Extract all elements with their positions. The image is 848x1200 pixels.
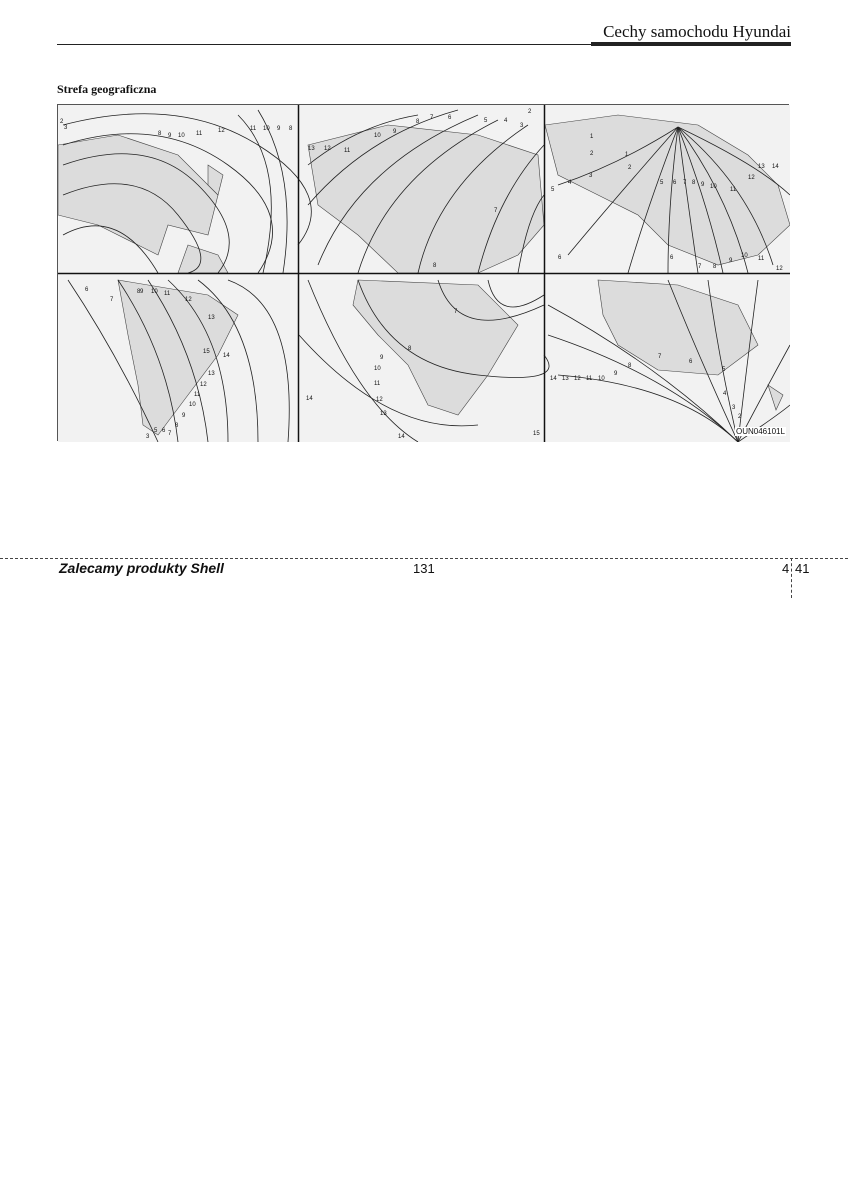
zone-label: 15 (203, 349, 210, 355)
zone-label: 8 (433, 263, 437, 269)
zone-label: 11 (196, 131, 203, 137)
zone-label: 4 (568, 180, 572, 186)
zone-label: 1 (625, 152, 629, 158)
zone-label: 15 (533, 431, 540, 437)
zone-label: 13 (208, 315, 215, 321)
zone-label: 11 (374, 381, 381, 387)
zone-label: 10 (741, 253, 748, 259)
section-title: Strefa geograficzna (57, 82, 157, 96)
zone-label: 7 (683, 180, 687, 186)
zone-label: 11 (194, 392, 201, 398)
zone-label: 12 (376, 397, 383, 403)
zone-label: 6 (162, 428, 166, 434)
zone-label: 7 (454, 309, 458, 315)
zone-label: 11 (250, 126, 257, 132)
zone-label: 14 (550, 376, 557, 382)
footer-dashed-rule (0, 558, 848, 559)
zone-label: 9 (168, 133, 172, 139)
zone-label: 10 (374, 366, 381, 372)
zone-label: 12 (200, 382, 207, 388)
zone-label: 3 (732, 405, 736, 411)
zone-label: 7 (494, 208, 498, 214)
zone-label: 11 (344, 148, 351, 154)
figure-code: OUN046101L (736, 427, 785, 436)
page-header-title: Cechy samochodu Hyundai (603, 22, 791, 41)
zone-label: 14 (398, 434, 405, 440)
zone-label: 6 (448, 115, 452, 121)
footer-number: 131 (413, 561, 435, 576)
zone-label: 7 (698, 264, 702, 270)
header-rule-accent (591, 42, 791, 46)
zone-label: 10 (151, 289, 158, 295)
zone-label: 12 (574, 376, 581, 382)
zone-label: 11 (164, 291, 171, 297)
zone-label: 8 (628, 363, 632, 369)
zone-label: 1 (590, 134, 594, 140)
zone-label: 11 (758, 256, 765, 262)
zone-label: 9 (729, 258, 733, 264)
footer-text: Zalecamy produkty Shell (59, 560, 224, 576)
zone-label: 8 (408, 346, 412, 352)
zone-label: 4 (504, 118, 508, 124)
zone-label: 14 (772, 164, 779, 170)
zone-label: 5 (551, 187, 555, 193)
zone-label: 9 (701, 182, 705, 188)
zone-label: 12 (324, 146, 331, 152)
zone-label: 8 (692, 180, 696, 186)
zone-label: 10 (710, 184, 717, 190)
time-zone-map-grid (58, 105, 790, 442)
zone-label: 4 (723, 391, 727, 397)
zone-label: 11 (730, 187, 737, 193)
zone-label: 7 (658, 354, 662, 360)
zone-label: 13 (562, 376, 569, 382)
zone-label: 11 (586, 376, 593, 382)
zone-label: 2 (738, 414, 742, 420)
zone-label: 8 (175, 423, 179, 429)
zone-label: 8 (289, 126, 293, 132)
zone-label: 3 (64, 125, 68, 131)
zone-label: 3 (520, 123, 524, 129)
footer-vertical-dash (791, 558, 792, 598)
zone-label: 10 (598, 376, 605, 382)
zone-label: 14 (306, 396, 313, 402)
zone-label: 9 (393, 129, 397, 135)
zone-label: 9 (277, 126, 281, 132)
zone-label: 14 (223, 353, 230, 359)
zone-label: 2 (60, 119, 64, 125)
zone-label: 5 (660, 180, 664, 186)
zone-label: 8 (137, 289, 141, 295)
zone-label: 5 (722, 367, 726, 373)
zone-label: 13 (308, 146, 315, 152)
zone-label: 6 (689, 359, 693, 365)
zone-label: 6 (673, 180, 677, 186)
time-zone-map-figure (57, 104, 789, 441)
zone-label: 7 (110, 297, 114, 303)
zone-label: 2 (628, 165, 632, 171)
zone-label: 2 (590, 151, 594, 157)
zone-label: 10 (263, 126, 270, 132)
zone-label: 13 (380, 411, 387, 417)
zone-label: 7 (430, 115, 434, 121)
zone-label: 12 (776, 266, 783, 272)
zone-label: 5 (154, 428, 158, 434)
page-number: 41 (795, 561, 810, 576)
zone-label: 13 (208, 371, 215, 377)
zone-label: 10 (178, 133, 185, 139)
zone-label: 9 (140, 289, 144, 295)
zone-label: 3 (589, 173, 593, 179)
zone-label: 7 (168, 431, 172, 437)
zone-label: 9 (614, 371, 618, 377)
zone-label: 6 (85, 287, 89, 293)
zone-label: 8 (713, 264, 717, 270)
zone-label: 6 (558, 255, 562, 261)
zone-label: 3 (146, 434, 150, 440)
zone-label: 2 (528, 109, 532, 115)
zone-label: 9 (182, 413, 186, 419)
zone-label: 12 (185, 297, 192, 303)
zone-label: 10 (189, 402, 196, 408)
zone-label: 13 (758, 164, 765, 170)
zone-label: 6 (670, 255, 674, 261)
zone-label: 8 (158, 131, 162, 137)
zone-label: 12 (218, 128, 225, 134)
zone-label: 10 (374, 133, 381, 139)
section-number: 4 (782, 561, 790, 576)
zone-label: 5 (484, 118, 488, 124)
zone-label: 12 (748, 175, 755, 181)
zone-label: 8 (416, 119, 420, 125)
zone-label: 9 (380, 355, 384, 361)
